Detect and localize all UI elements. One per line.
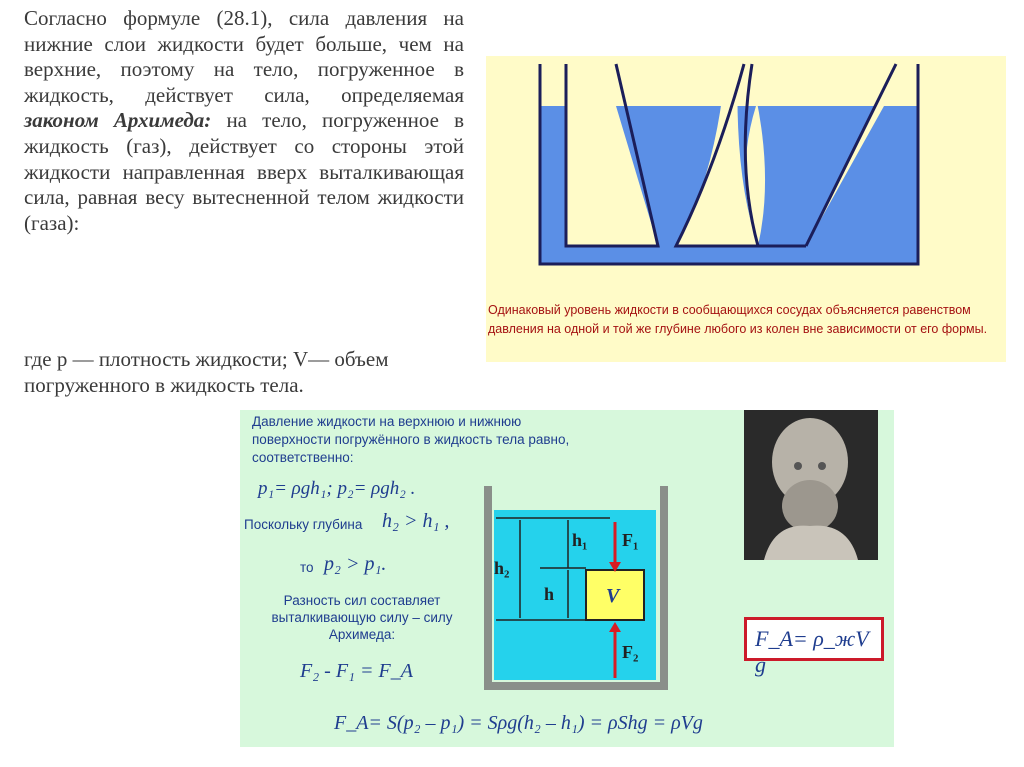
archimedes-force-formula: F_A= ρ_жV g bbox=[755, 626, 869, 677]
label-h2: h₂ bbox=[494, 558, 510, 578]
archimedes-force-box bbox=[744, 617, 884, 677]
definition-paragraph: где р — плотность жидкости; V— объем погруженного в жидкость тела. bbox=[24, 347, 389, 397]
depth-lead: Поскольку глубина bbox=[244, 517, 363, 532]
difference-text: Разность сил составляет выталкивающую силу – силу Архимеда: bbox=[271, 593, 453, 642]
pressure-formula: p₁= ρgh₁; p₂= ρgh₂ . bbox=[258, 478, 416, 499]
then-word: то bbox=[300, 560, 314, 575]
label-f2: F₂ bbox=[622, 642, 639, 662]
law-name: законом Архимеда: bbox=[24, 108, 212, 133]
label-h1: h₁ bbox=[572, 530, 588, 550]
final-formula: F_A= S(p₂ – p₁) = Sρg(h₂ – h₁) = ρShg = ρVg bbox=[334, 712, 703, 734]
depth-formula: h₂ > h₁ , bbox=[382, 510, 450, 532]
force-diff-formula: F₂ - F₁ = F_A bbox=[300, 660, 413, 682]
panel-intro: Давление жидкости на верхнюю и нижнюю поверхности погружённого в жидкость тела равно, соответственно: bbox=[252, 414, 570, 465]
archimedes-portrait bbox=[744, 410, 878, 560]
air-zone bbox=[540, 64, 918, 106]
label-f1: F₁ bbox=[622, 530, 639, 550]
label-h: h bbox=[544, 584, 555, 604]
vessels-caption: Одинаковый уровень жидкости в сообщающихся сосудах объясняется равенством давления на одной и той же глубине любого из колен вне зависимости от его формы. bbox=[488, 303, 988, 336]
label-v: V bbox=[606, 585, 620, 607]
then-formula: p₂ > p₁. bbox=[324, 553, 387, 575]
paragraph-part1: Согласно формуле (28.1), сила давления на нижние слои жидкости будет больше, чем на верхние, поэтому на тело, погруженное в жидкость, действует сила, определяемая bbox=[24, 6, 464, 107]
tank-diagram bbox=[480, 482, 680, 694]
paragraph-part2: на тело, погруженное в жидкость (газ), действует со стороны этой жидкости направленная вверх выталкивающая сила, равная весу вытесненной телом жидкости (газа): bbox=[24, 108, 464, 235]
archimedes-law-paragraph bbox=[24, 6, 464, 236]
